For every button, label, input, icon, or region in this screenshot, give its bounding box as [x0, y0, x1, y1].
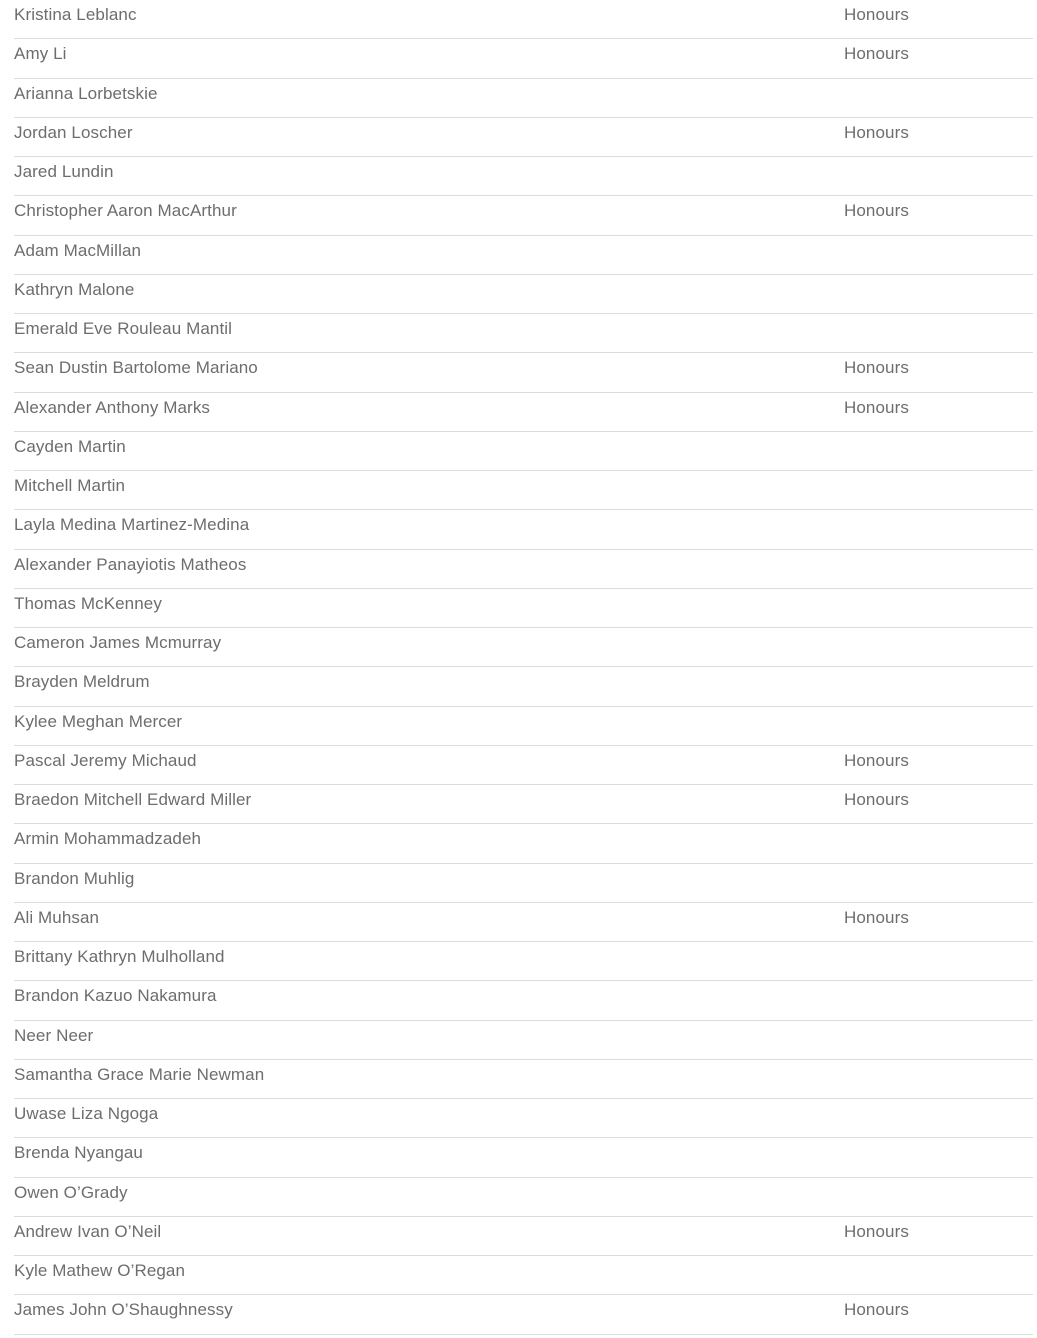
honours-label: Honours — [844, 750, 909, 770]
graduate-row — [14, 314, 1033, 353]
graduate-name: Emerald Eve Rouleau Mantil — [14, 319, 233, 338]
graduate-row — [14, 353, 1033, 392]
graduate-name: Alexander Anthony Marks — [14, 397, 211, 417]
honours-label: Honours — [844, 397, 909, 417]
graduate-row — [14, 0, 1033, 39]
graduate-row — [14, 236, 1033, 275]
graduate-list — [14, 0, 1033, 1335]
graduate-name: Neer Neer — [14, 1025, 94, 1045]
graduate-name: Thomas McKenney — [14, 593, 162, 613]
graduate-name: Ali Muhsan — [14, 907, 100, 927]
graduate-name: Brenda Nyangau — [14, 1143, 143, 1163]
graduate-name: Kathryn Malone — [14, 279, 135, 299]
graduate-row — [14, 39, 1033, 78]
graduate-name: Brandon Muhlig — [14, 868, 135, 888]
graduate-row — [14, 903, 1033, 942]
graduate-row — [14, 118, 1033, 157]
graduate-name: Pascal Jeremy Michaud — [14, 750, 197, 770]
honours-label: Honours — [844, 907, 909, 927]
honours-label: Honours — [844, 122, 909, 142]
graduate-name: Layla Medina Martinez-Medina — [14, 515, 250, 535]
graduate-name: Andrew Ivan O’Neil — [14, 1221, 162, 1241]
graduate-name: Mitchell Martin — [14, 476, 126, 495]
graduate-row — [14, 1178, 1033, 1217]
graduate-name: Kylee Meghan Mercer — [14, 711, 183, 731]
graduate-row — [14, 275, 1033, 314]
graduate-row — [14, 1060, 1033, 1099]
graduate-row — [14, 550, 1033, 589]
graduate-name: Kristina Leblanc — [14, 5, 137, 24]
graduate-row — [14, 196, 1033, 235]
graduate-name: Samantha Grace Marie Newman — [14, 1064, 265, 1084]
graduate-name: Cameron James Mcmurray — [14, 633, 222, 652]
graduate-row — [14, 628, 1033, 667]
graduate-row — [14, 1099, 1033, 1138]
graduate-row — [14, 707, 1033, 746]
graduate-name: Jordan Loscher — [14, 122, 133, 142]
graduate-name: Owen O’Grady — [14, 1182, 128, 1202]
graduate-name: James John O’Shaughnessy — [14, 1300, 233, 1320]
graduate-name: Cayden Martin — [14, 436, 126, 456]
graduate-row — [14, 432, 1033, 471]
honours-label: Honours — [844, 1300, 909, 1320]
graduate-name: Uwase Liza Ngoga — [14, 1104, 159, 1123]
graduate-name: Brayden Meldrum — [14, 672, 150, 692]
graduate-row — [14, 1295, 1033, 1334]
graduate-row — [14, 667, 1033, 706]
graduate-name: Armin Mohammadzadeh — [14, 829, 202, 849]
graduate-name: Amy Li — [14, 44, 67, 64]
graduate-name: Jared Lundin — [14, 162, 114, 181]
graduate-name: Sean Dustin Bartolome Mariano — [14, 358, 258, 378]
graduate-name: Braedon Mitchell Edward Miller — [14, 790, 252, 809]
graduate-name: Brittany Kathryn Mulholland — [14, 947, 225, 966]
graduate-row — [14, 510, 1033, 549]
graduate-row — [14, 864, 1033, 903]
honours-label: Honours — [844, 201, 909, 221]
graduate-row — [14, 1217, 1033, 1256]
graduate-name: Arianna Lorbetskie — [14, 83, 158, 103]
graduate-row — [14, 746, 1033, 785]
graduate-name: Brandon Kazuo Nakamura — [14, 986, 217, 1006]
graduate-name: Alexander Panayiotis Matheos — [14, 554, 247, 574]
graduate-row — [14, 1138, 1033, 1177]
honours-label: Honours — [844, 5, 909, 24]
graduate-row — [14, 981, 1033, 1020]
graduate-row — [14, 942, 1033, 981]
graduate-row — [14, 785, 1033, 824]
graduate-name: Christopher Aaron MacArthur — [14, 201, 237, 221]
graduate-name: Kyle Mathew O’Regan — [14, 1261, 186, 1280]
graduate-row — [14, 1021, 1033, 1060]
graduate-row — [14, 824, 1033, 863]
graduate-name: Adam MacMillan — [14, 240, 142, 260]
graduate-row — [14, 393, 1033, 432]
honours-label: Honours — [844, 1221, 909, 1241]
graduate-row — [14, 589, 1033, 628]
graduate-row — [14, 1256, 1033, 1295]
graduate-row — [14, 79, 1033, 118]
honours-label: Honours — [844, 44, 909, 64]
graduate-row — [14, 157, 1033, 196]
graduate-row — [14, 471, 1033, 510]
honours-label: Honours — [844, 358, 909, 378]
honours-label: Honours — [844, 790, 909, 809]
